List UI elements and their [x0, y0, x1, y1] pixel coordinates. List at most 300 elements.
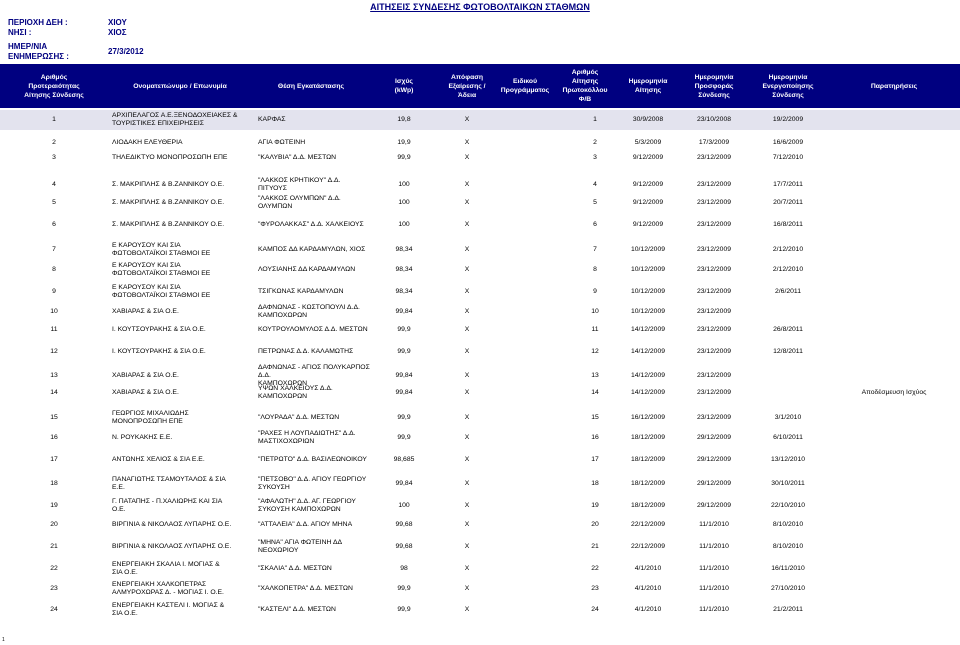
- cell-power: 99,84: [395, 372, 413, 379]
- cell-protocol: 1: [593, 116, 597, 123]
- cell-exempt: Χ: [464, 456, 470, 463]
- cell-exempt: Χ: [464, 414, 470, 421]
- cell-act-date: 19/2/2009: [772, 116, 804, 123]
- cell-name: Σ. ΜΑΚΡΙΠΛΗΣ & Β.ΖΑΝΝΙΚΟΥ Ο.Ε.: [112, 199, 225, 206]
- cell-site: ΑΓΙΑ ΦΩΤΕΙΝΗ: [258, 139, 306, 146]
- cell-site: "ΣΚΑΛΙΑ" Δ.Δ. ΜΕΣΤΩΝ: [258, 565, 332, 572]
- cell-site: "ΑΦΑΛΩΤΗ" Δ.Δ. ΑΓ. ΓΕΩΡΓΙΟΥ ΣΥΚΟΥΣΗ ΚΑΜΠΟΧΩΡΩΝ: [258, 498, 356, 513]
- cell-act-date: 27/10/2010: [770, 585, 806, 592]
- cell-app-date: 4/1/2010: [634, 585, 662, 592]
- cell-offer-date: 11/1/2010: [699, 606, 729, 613]
- cell-prio: 2: [52, 139, 56, 146]
- cell-notes: [828, 344, 960, 360]
- cell-special: [496, 580, 554, 598]
- cell-site: "ΛΑΚΚΟΣ ΚΡΗΤΙΚΟΥ" Δ.Δ. ΠΙΤΥΟΥΣ: [258, 177, 341, 192]
- cell-notes: [828, 302, 960, 322]
- cell-exempt: Χ: [464, 199, 470, 206]
- cell-name: ΓΕΩΡΓΙΟΣ ΜΙΧΑΛΙΩΔΗΣ ΜΟΝΟΠΡΟΣΩΠΗ ΕΠΕ: [112, 410, 189, 425]
- cell-act-date: 22/10/2010: [770, 502, 806, 509]
- cell-power: 98,34: [395, 288, 413, 295]
- table-row: [0, 518, 960, 532]
- cell-site: ΔΑΦΝΩΝΑΣ - ΚΩΣΤΟΠΟΥΛΙ Δ.Δ. ΚΑΜΠΟΧΩΡΩΝ: [258, 304, 360, 319]
- cell-power: 99,9: [397, 606, 411, 613]
- cell-name: Ε ΚΑΡΟΥΣΟΥ ΚΑΙ ΣΙΑ ΦΩΤΟΒΟΛΤΑΪΚΟΙ ΣΤΑΘΜΟΙ ΕΕ: [112, 242, 211, 257]
- table-row: [0, 386, 960, 400]
- cell-name: Ε ΚΑΡΟΥΣΟΥ ΚΑΙ ΣΙΑ ΦΩΤΟΒΟΛΤΑΪΚΟΙ ΣΤΑΘΜΟΙ ΕΕ: [112, 262, 211, 277]
- cell-exempt: Χ: [464, 246, 470, 253]
- cell-prio: 13: [50, 372, 58, 379]
- cell-app-date: 18/12/2009: [630, 480, 666, 487]
- cell-protocol: 23: [591, 585, 599, 592]
- cell-offer-date: 23/12/2009: [696, 199, 732, 206]
- cell-power: 99,9: [397, 326, 411, 333]
- cell-protocol: 8: [593, 266, 597, 273]
- cell-power: 19,9: [397, 139, 411, 146]
- cell-app-date: 4/1/2010: [634, 565, 662, 572]
- cell-site: ΚΑΜΠΟΣ ΔΔ ΚΑΡΔΑΜΥΛΩΝ, ΧΙΟΣ: [258, 246, 366, 253]
- cell-prio: 24: [50, 606, 58, 613]
- cell-prio: 8: [52, 266, 56, 273]
- page-number: 1: [2, 637, 5, 643]
- cell-power: 99,9: [397, 154, 411, 161]
- cell-protocol: 19: [591, 502, 599, 509]
- table-row: [0, 196, 960, 210]
- cell-protocol: 16: [591, 434, 599, 441]
- cell-special: [496, 344, 554, 360]
- header-activation-date: Ημερομηνία Ενεργοποίησης Σύνδεσης: [762, 73, 814, 99]
- cell-exempt: Χ: [464, 543, 470, 550]
- cell-prio: 10: [50, 308, 58, 315]
- cell-exempt: Χ: [464, 372, 470, 379]
- table-row: [0, 560, 960, 578]
- cell-offer-date: 11/1/2010: [699, 543, 729, 550]
- table-row: [0, 218, 960, 232]
- cell-protocol: 5: [593, 199, 597, 206]
- cell-act-date: 12/8/2011: [773, 348, 803, 355]
- cell-act-date: 8/10/2010: [772, 521, 804, 528]
- cell-name: ΧΑΒΙΑΡΑΣ & ΣΙΑ Ο.Ε.: [112, 308, 179, 315]
- cell-notes: [828, 323, 960, 337]
- header-exemption: Απόφαση Εξαίρεσης / Άδεια: [448, 73, 486, 99]
- cell-special: [496, 240, 554, 260]
- page-title: ΑΙΤΗΣΕΙΣ ΣΥΝΔΕΣΗΣ ΦΩΤΟΒΟΛΤΑΙΚΩΝ ΣΤΑΘΜΩΝ: [370, 2, 590, 12]
- cell-prio: 12: [50, 348, 58, 355]
- cell-offer-date: 23/12/2009: [696, 414, 732, 421]
- cell-app-date: 10/12/2009: [630, 308, 666, 315]
- area-value: ΧΙΟΥ: [108, 18, 127, 27]
- header-power: Ισχύς (kWp): [394, 78, 414, 94]
- cell-power: 99,68: [395, 543, 413, 550]
- cell-site: "ΧΑΛΚΟΠΕΤΡΑ" Δ.Δ. ΜΕΣΤΩΝ: [258, 585, 353, 592]
- table-row: [0, 540, 960, 554]
- cell-protocol: 10: [591, 308, 599, 315]
- cell-notes: [828, 560, 960, 578]
- cell-notes: [828, 366, 960, 386]
- cell-offer-date: 29/12/2009: [696, 502, 732, 509]
- cell-power: 100: [398, 502, 410, 509]
- cell-exempt: Χ: [464, 565, 470, 572]
- header-offer-date: Ημερομηνία Προσφοράς Σύνδεσης: [694, 73, 734, 99]
- cell-protocol: 3: [593, 154, 597, 161]
- cell-notes: [828, 282, 960, 302]
- cell-site: "ΦΥΡΟΛΑΚΚΑΣ" Δ.Δ. ΧΑΛΚΕΙΟΥΣ: [258, 221, 364, 228]
- table-row: [0, 240, 960, 260]
- table-row: [0, 110, 960, 130]
- cell-app-date: 10/12/2009: [630, 246, 666, 253]
- update-date-value: 27/3/2012: [108, 47, 144, 56]
- cell-prio: 18: [50, 480, 58, 487]
- cell-power: 98,34: [395, 266, 413, 273]
- cell-power: 98,34: [395, 246, 413, 253]
- cell-protocol: 6: [593, 221, 597, 228]
- cell-special: [496, 260, 554, 280]
- cell-exempt: Χ: [464, 288, 470, 295]
- cell-protocol: 12: [591, 348, 599, 355]
- cell-offer-date: 23/12/2009: [696, 326, 732, 333]
- cell-app-date: 14/12/2009: [630, 372, 666, 379]
- cell-site: "ΡΑΧΕΣ Η ΛΟΥΠΑΔΙΩΤΗΣ" Δ.Δ. ΜΑΣΤΙΧΟΧΩΡΙΩΝ: [258, 430, 356, 445]
- cell-prio: 6: [52, 221, 56, 228]
- cell-exempt: Χ: [464, 585, 470, 592]
- cell-exempt: Χ: [464, 326, 470, 333]
- cell-exempt: Χ: [464, 139, 470, 146]
- cell-site: ΠΕΤΡΩΝΑΣ Δ.Δ. ΚΑΛΑΜΩΤΗΣ: [258, 348, 354, 355]
- cell-notes: [828, 150, 960, 166]
- cell-act-date: 7/12/2010: [772, 154, 804, 161]
- cell-protocol: 22: [591, 565, 599, 572]
- cell-exempt: Χ: [464, 266, 470, 273]
- table-row: [0, 178, 960, 192]
- cell-name: ΒΙΡΓΙΝΙΑ & ΝΙΚΟΛΑΟΣ ΛΥΠΑΡΗΣ Ο.Ε.: [112, 543, 232, 550]
- cell-prio: 14: [50, 389, 58, 396]
- cell-power: 98,685: [393, 456, 415, 463]
- cell-name: ΕΝΕΡΓΕΙΑΚΗ ΣΚΑΛΙΑ Ι. ΜΟΓΙΑΣ & ΣΙΑ Ο.Ε.: [112, 561, 220, 576]
- cell-offer-date: 23/12/2009: [696, 266, 732, 273]
- cell-offer-date: 23/12/2009: [696, 288, 732, 295]
- cell-offer-date: 29/12/2009: [696, 456, 732, 463]
- cell-special: [496, 302, 554, 322]
- table-row: [0, 282, 960, 302]
- cell-app-date: 10/12/2009: [630, 266, 666, 273]
- cell-prio: 5: [52, 199, 56, 206]
- cell-notes: [828, 474, 960, 494]
- cell-special: [496, 474, 554, 494]
- header-priority: Αριθμός Προτεραιότητας Αίτησης Σύνδεσης: [24, 73, 84, 99]
- cell-prio: 23: [50, 585, 58, 592]
- cell-special: [496, 218, 554, 232]
- cell-app-date: 14/12/2009: [630, 348, 666, 355]
- header-application-date: Ημερομηνία Αίτησης: [628, 78, 668, 94]
- cell-special: [496, 540, 554, 554]
- cell-exempt: Χ: [464, 116, 470, 123]
- cell-prio: 9: [52, 288, 56, 295]
- cell-site: ΚΑΡΦΑΣ: [258, 116, 286, 123]
- cell-protocol: 20: [591, 521, 599, 528]
- cell-protocol: 14: [591, 389, 599, 396]
- cell-act-date: 2/12/2010: [772, 246, 804, 253]
- cell-offer-date: 17/3/2009: [698, 139, 730, 146]
- cell-app-date: 10/12/2009: [630, 288, 666, 295]
- cell-site: "ΑΤΤΑΛΕΙΑ" Δ.Δ. ΑΓΙΟΥ ΜΗΝΑ: [258, 521, 353, 528]
- cell-protocol: 2: [593, 139, 597, 146]
- cell-exempt: Χ: [464, 606, 470, 613]
- cell-prio: 20: [50, 521, 58, 528]
- cell-act-date: 13/12/2010: [770, 456, 806, 463]
- cell-prio: 4: [52, 181, 56, 188]
- cell-site: "ΛΑΚΚΟΣ ΟΛΥΜΠΩΝ" Δ.Δ. ΟΛΥΜΠΩΝ: [258, 195, 341, 210]
- cell-app-date: 16/12/2009: [630, 414, 666, 421]
- cell-act-date: 26/8/2011: [773, 326, 803, 333]
- cell-notes: Αποδέσμευση Ισχύος: [861, 389, 927, 396]
- cell-special: [496, 196, 554, 210]
- cell-exempt: Χ: [464, 221, 470, 228]
- table-row: [0, 600, 960, 620]
- cell-name: Σ. ΜΑΚΡΙΠΛΗΣ & Β.ΖΑΝΝΙΚΟΥ Ο.Ε.: [112, 221, 225, 228]
- cell-special: [496, 282, 554, 302]
- cell-notes: [828, 196, 960, 210]
- cell-app-date: 9/12/2009: [632, 199, 664, 206]
- cell-site: ΥΨΩΝ ΧΑΛΚΕΙΟΥΣ Δ.Δ. ΚΑΜΠΟΧΩΡΩΝ: [258, 385, 333, 400]
- cell-notes: [828, 260, 960, 280]
- area-label: ΠΕΡΙΟΧΗ ΔΕΗ :: [8, 18, 68, 27]
- cell-prio: 3: [52, 154, 56, 161]
- cell-protocol: 17: [591, 456, 599, 463]
- cell-offer-date: 11/1/2010: [699, 521, 729, 528]
- cell-power: 19,8: [397, 116, 411, 123]
- cell-act-date: 21/2/2011: [773, 606, 803, 613]
- cell-act-date: 6/10/2011: [773, 434, 803, 441]
- cell-special: [496, 518, 554, 532]
- cell-power: 100: [398, 199, 410, 206]
- header-site: Θέση Εγκατάστασης: [277, 82, 345, 90]
- cell-app-date: 18/12/2009: [630, 456, 666, 463]
- cell-name: ΕΝΕΡΓΕΙΑΚΗ ΚΑΣΤΕΛΙ Ι. ΜΟΓΙΑΣ & ΣΙΑ Ο.Ε.: [112, 602, 225, 617]
- cell-app-date: 18/12/2009: [630, 434, 666, 441]
- cell-name: Σ. ΜΑΚΡΙΠΛΗΣ & Β.ΖΑΝΝΙΚΟΥ Ο.Ε.: [112, 181, 225, 188]
- cell-prio: 11: [50, 326, 58, 333]
- cell-exempt: Χ: [464, 434, 470, 441]
- cell-offer-date: 23/12/2009: [696, 181, 732, 188]
- cell-prio: 16: [50, 434, 58, 441]
- cell-prio: 1: [52, 116, 56, 123]
- cell-notes: [828, 240, 960, 260]
- cell-special: [496, 408, 554, 428]
- cell-exempt: Χ: [464, 181, 470, 188]
- cell-offer-date: 29/12/2009: [696, 434, 732, 441]
- cell-exempt: Χ: [464, 154, 470, 161]
- cell-exempt: Χ: [464, 308, 470, 315]
- cell-name: ΧΑΒΙΑΡΑΣ & ΣΙΑ Ο.Ε.: [112, 372, 179, 379]
- cell-app-date: 9/12/2009: [632, 221, 664, 228]
- cell-exempt: Χ: [464, 389, 470, 396]
- table-row: [0, 428, 960, 448]
- table-row: [0, 344, 960, 360]
- cell-act-date: [748, 386, 828, 400]
- cell-special: [496, 323, 554, 337]
- cell-site: "ΜΗΝΑ" ΑΓΙΑ ΦΩΤΕΙΝΗ ΔΔ ΝΕΟΧΩΡΙΟΥ: [258, 539, 342, 554]
- cell-app-date: 9/12/2009: [632, 181, 664, 188]
- cell-protocol: 7: [593, 246, 597, 253]
- cell-protocol: 21: [591, 543, 599, 550]
- cell-power: 100: [398, 181, 410, 188]
- cell-power: 99,84: [395, 389, 413, 396]
- cell-act-date: 16/6/2009: [772, 139, 804, 146]
- cell-notes: [828, 600, 960, 620]
- cell-power: 99,84: [395, 308, 413, 315]
- cell-special: [496, 496, 554, 516]
- cell-power: 99,9: [397, 414, 411, 421]
- header-special-program: Ειδικού Προγράμματος: [500, 78, 550, 94]
- cell-special: [496, 428, 554, 448]
- cell-protocol: 13: [591, 372, 599, 379]
- cell-special: [496, 600, 554, 620]
- cell-act-date: 8/10/2010: [772, 543, 804, 550]
- cell-act-date: 2/6/2011: [775, 288, 801, 295]
- cell-site: "ΚΑΛΥΒΙΑ" Δ.Δ. ΜΕΣΤΩΝ: [258, 154, 337, 161]
- cell-special: [496, 366, 554, 386]
- table-row: [0, 580, 960, 598]
- cell-act-date: 2/12/2010: [772, 266, 804, 273]
- cell-power: 99,9: [397, 348, 411, 355]
- cell-offer-date: 29/12/2009: [696, 480, 732, 487]
- cell-act-date: 16/11/2010: [771, 565, 805, 572]
- cell-name: ΠΑΝΑΓΙΩΤΗΣ ΤΣΑΜΟΥΤΑΛΟΣ & ΣΙΑ Ε.Ε.: [112, 476, 226, 491]
- cell-offer-date: 23/12/2009: [696, 389, 732, 396]
- cell-prio: 15: [50, 414, 58, 421]
- cell-exempt: Χ: [464, 480, 470, 487]
- cell-prio: 19: [50, 502, 58, 509]
- table-row: [0, 408, 960, 428]
- table-row: [0, 366, 960, 386]
- cell-name: Ε ΚΑΡΟΥΣΟΥ ΚΑΙ ΣΙΑ ΦΩΤΟΒΟΛΤΑΪΚΟΙ ΣΤΑΘΜΟΙ ΕΕ: [112, 284, 211, 299]
- cell-notes: [828, 580, 960, 598]
- cell-app-date: 22/12/2009: [630, 543, 666, 550]
- cell-protocol: 4: [593, 181, 597, 188]
- cell-site: "ΠΕΤΡΩΤΟ" Δ.Δ. ΒΑΣΙΛΕΩΝΟΙΚΟΥ: [258, 456, 367, 463]
- cell-name: Ι. ΚΟΥΤΣΟΥΡΑΚΗΣ & ΣΙΑ Ο.Ε.: [112, 326, 206, 333]
- cell-protocol: 15: [591, 414, 599, 421]
- table-row: [0, 323, 960, 337]
- cell-site: "ΚΑΣΤΕΛΙ" Δ.Δ. ΜΕΣΤΩΝ: [258, 606, 336, 613]
- cell-power: 99,9: [397, 434, 411, 441]
- cell-name: ΤΗΛΕΔΙΚΤΥΟ ΜΟΝΟΠΡΟΣΩΠΗ ΕΠΕ: [112, 154, 228, 161]
- cell-offer-date: 23/12/2009: [696, 246, 732, 253]
- cell-notes: [828, 428, 960, 448]
- cell-act-date: 17/7/2011: [773, 181, 803, 188]
- island-value: ΧΙΟΣ: [108, 28, 127, 37]
- cell-power: 99,84: [395, 480, 413, 487]
- cell-offer-date: 11/1/2010: [699, 565, 729, 572]
- cell-protocol: 24: [591, 606, 599, 613]
- cell-site: "ΛΟΥΡΑΔΑ" Δ.Δ. ΜΕΣΤΩΝ: [258, 414, 340, 421]
- table-row: [0, 260, 960, 280]
- cell-power: 98: [400, 565, 408, 572]
- cell-act-date: 30/10/2011: [771, 480, 805, 487]
- island-label: ΝΗΣΙ :: [8, 28, 32, 37]
- header-notes: Παρατηρήσεις: [870, 82, 918, 90]
- cell-app-date: 30/9/2008: [632, 116, 664, 123]
- cell-name: ΕΝΕΡΓΕΙΑΚΗ ΧΑΛΚΟΠΕΤΡΑΣ ΑΛΜΥΡΟΧΩΡΑΣ Δ. - ΜΟΓΙΑΣ Ι. Ο.Ε.: [112, 581, 224, 596]
- cell-offer-date: 23/12/2009: [696, 221, 732, 228]
- cell-special: [496, 560, 554, 578]
- cell-site: ΤΣΙΓΚΩΝΑΣ ΚΑΡΔΑΜΥΛΩΝ: [258, 288, 344, 295]
- cell-name: Ι. ΚΟΥΤΣΟΥΡΑΚΗΣ & ΣΙΑ Ο.Ε.: [112, 348, 206, 355]
- cell-act-date: 16/8/2011: [773, 221, 803, 228]
- header-name: Ονοματεπώνυμο / Επωνυμία: [133, 82, 227, 90]
- cell-prio: 21: [50, 543, 58, 550]
- table-row: [0, 150, 960, 166]
- cell-site: ΛΟΥΣΙΑΝΗΣ ΔΔ ΚΑΡΔΑΜΥΛΩΝ: [258, 266, 356, 273]
- cell-app-date: 18/12/2009: [630, 502, 666, 509]
- cell-special: [496, 386, 554, 400]
- cell-special: [496, 110, 554, 130]
- cell-exempt: Χ: [464, 502, 470, 509]
- cell-prio: 17: [50, 456, 58, 463]
- table-row: [0, 452, 960, 468]
- cell-act-date: 20/7/2011: [773, 199, 803, 206]
- cell-act-date: [748, 366, 828, 386]
- cell-app-date: 14/12/2009: [630, 326, 666, 333]
- cell-offer-date: 23/12/2009: [696, 372, 732, 379]
- cell-power: 99,9: [397, 585, 411, 592]
- cell-site: ΔΑΦΝΩΝΑΣ - ΑΓΙΟΣ ΠΟΛΥΚΑΡΠΟΣ Δ.Δ. ΚΑΜΠΟΧΩΡΩΝ: [258, 364, 370, 387]
- table-row: [0, 302, 960, 322]
- cell-name: ΒΙΡΓΙΝΙΑ & ΝΙΚΟΛΑΟΣ ΛΥΠΑΡΗΣ Ο.Ε.: [112, 521, 232, 528]
- cell-offer-date: 23/12/2009: [696, 308, 732, 315]
- cell-name: Γ. ΠΑΤΑΠΗΣ - Π.ΧΑΛΙΩΡΗΣ ΚΑΙ ΣΙΑ Ο.Ε.: [112, 498, 223, 513]
- table-row: [0, 137, 960, 149]
- cell-notes: [828, 408, 960, 428]
- cell-prio: 22: [50, 565, 58, 572]
- cell-special: [496, 452, 554, 468]
- cell-notes: [828, 452, 960, 468]
- cell-act-date: [748, 302, 828, 322]
- cell-exempt: Χ: [464, 521, 470, 528]
- cell-name: ΛΙΟΔΑΚΗ ΕΛΕΥΘΕΡΙΑ: [112, 139, 183, 146]
- cell-notes: [828, 110, 960, 130]
- cell-special: [496, 150, 554, 166]
- cell-offer-date: 23/12/2009: [696, 348, 732, 355]
- cell-act-date: 3/1/2010: [774, 414, 802, 421]
- cell-power: 100: [398, 221, 410, 228]
- cell-name: ΧΑΒΙΑΡΑΣ & ΣΙΑ Ο.Ε.: [112, 389, 179, 396]
- cell-name: ΑΝΤΩΝΗΣ ΧΕΛΙΟΣ & ΣΙΑ Ε.Ε.: [112, 456, 205, 463]
- cell-notes: [828, 218, 960, 232]
- cell-app-date: 9/12/2009: [632, 154, 664, 161]
- cell-app-date: 4/1/2010: [634, 606, 662, 613]
- cell-offer-date: 23/10/2008: [696, 116, 732, 123]
- cell-app-date: 22/12/2009: [630, 521, 666, 528]
- cell-power: 99,68: [395, 521, 413, 528]
- cell-protocol: 11: [591, 326, 599, 333]
- cell-exempt: Χ: [464, 348, 470, 355]
- table-row: [0, 474, 960, 494]
- cell-notes: [828, 540, 960, 554]
- cell-site: "ΠΕΤΣΟΒΟ" Δ.Δ. ΑΓΙΟΥ ΓΕΩΡΓΙΟΥ ΣΥΚΟΥΣΗ: [258, 476, 367, 491]
- cell-name: Ν. ΡΟΥΚΑΚΗΣ Ε.Ε.: [112, 434, 173, 441]
- cell-prio: 7: [52, 246, 56, 253]
- cell-app-date: 5/3/2009: [634, 139, 662, 146]
- cell-special: [496, 178, 554, 192]
- cell-notes: [828, 518, 960, 532]
- cell-app-date: 14/12/2009: [630, 389, 666, 396]
- header-protocol-number: Αριθμός Αίτησης Πρωτοκόλλου Φ/Β: [562, 69, 608, 103]
- cell-offer-date: 11/1/2010: [699, 585, 729, 592]
- table-row: [0, 496, 960, 516]
- cell-site: ΚΟΥΤΡΟΥΛΟΜΥΛΟΣ Δ.Δ. ΜΕΣΤΩΝ: [258, 326, 368, 333]
- cell-special: [496, 137, 554, 149]
- cell-notes: [828, 496, 960, 516]
